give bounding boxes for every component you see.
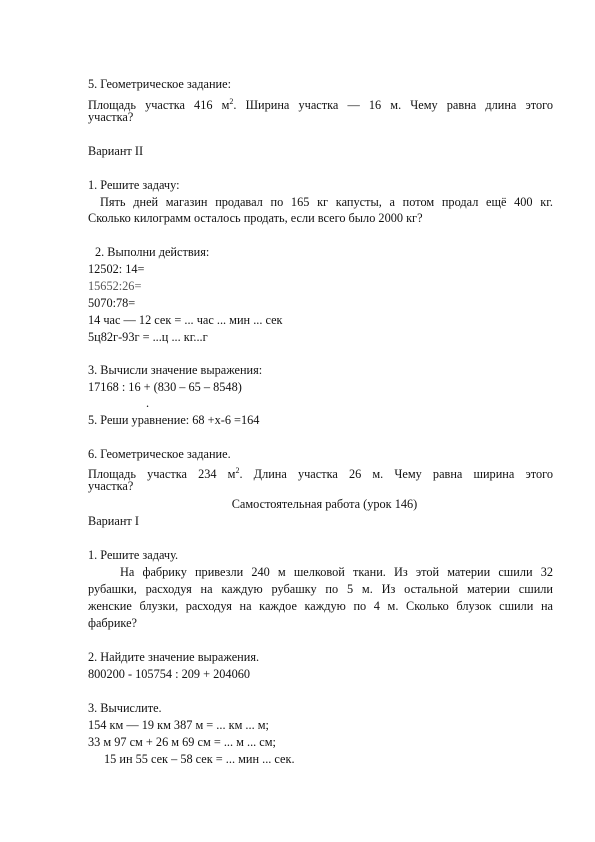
- task1-text-line: На фабрику привезли 240 м шелковой ткани. Из этой материи сшили 32: [120, 565, 553, 579]
- task1-text-line: рубашки, расходуя на каждую рубашку по 5 м. Из остальной материи сшили: [88, 582, 553, 596]
- task1-text-line: Пять дней магазин продавал по 165 кг капусты, а потом продал ещё 400 кг.: [100, 195, 553, 209]
- task1-heading: 1. Решите задачу.: [88, 548, 179, 562]
- task3-heading: 3. Вычисли значение выражения:: [88, 363, 263, 377]
- expression-line: 800200 - 105754 : 209 + 204060: [88, 667, 251, 681]
- task6-heading: 6. Геометрическое задание.: [88, 447, 231, 461]
- task1-text-line: фабрике?: [88, 616, 137, 630]
- task5-heading: 5. Геометрическое задание:: [88, 77, 231, 91]
- task6-text-line: Площадь участка 234 $м^2$. Длина участка 26 м. Чему равна ширина этого: [88, 466, 553, 482]
- expression-line: 12502: 14=: [88, 262, 145, 276]
- section-title: Самостоятельная работа (урок 146): [231, 497, 418, 511]
- expression-line: 14 час — 12 сек = ... час ... мин ... сек: [88, 313, 283, 327]
- task6-text-end: участка?: [88, 479, 134, 493]
- task2-heading: 2. Найдите значение выражения.: [88, 650, 260, 664]
- variant-heading: Вариант I: [88, 514, 139, 528]
- task5-text-end: участка?: [88, 110, 134, 124]
- expression-line: 154 км — 19 км 387 м = ... км ... м;: [88, 718, 269, 732]
- expression-line: 5070:78=: [88, 296, 136, 310]
- equation-line: 5. Реши уравнение: 68 +х-6 =164: [88, 413, 260, 427]
- task1-text-line: женские блузки, расходуя на каждое каждую по 4 м. Сколько блузок сшили на: [88, 599, 553, 613]
- task2-heading: 2. Выполни действия:: [95, 245, 210, 259]
- expression-line: 5ц82г-93г = ...ц ... кг...г: [88, 330, 208, 344]
- variant-heading: Вариант II: [88, 144, 144, 158]
- task1-text-line: Сколько килограмм осталось продать, если всего было 2000 кг?: [88, 211, 423, 225]
- expression-line: 15652:26=: [88, 279, 142, 293]
- stray-dot: .: [146, 396, 150, 410]
- task5-text-line: Площадь участка 416 $м^2$. Ширина участка — 16 м. Чему равна длина этого: [88, 97, 554, 113]
- expression-line: 33 м 97 см + 26 м 69 см = ... м ... см;: [88, 735, 276, 749]
- expression-line: 17168 : 16 + (830 – 65 – 8548): [88, 380, 242, 394]
- task3-heading: 3. Вычислите.: [88, 701, 162, 715]
- expression-line: 15 ин 55 сек – 58 сек = ... мин ... сек.: [104, 752, 295, 766]
- task1-heading: 1. Решите задачу:: [88, 178, 180, 192]
